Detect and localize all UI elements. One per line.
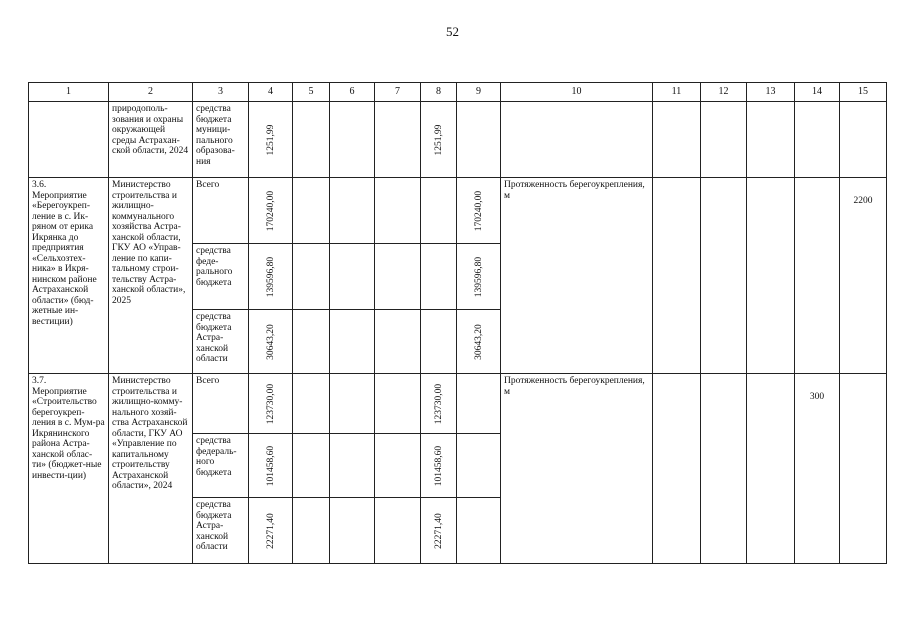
- cell: [840, 102, 887, 178]
- source-cell: Всего: [193, 374, 249, 434]
- cell: [653, 102, 701, 178]
- cell: [701, 374, 747, 564]
- cell: [293, 244, 330, 310]
- cell: [293, 374, 330, 434]
- cell: [421, 310, 457, 374]
- target-value-cell: 300: [795, 374, 840, 564]
- cell: [375, 434, 421, 498]
- amount-cell: [457, 310, 501, 374]
- amount-cell: [249, 498, 293, 564]
- amount-cell: [457, 178, 501, 244]
- source-cell: средства бюджета муници-пального образова-ния: [193, 102, 249, 178]
- table-row-3-6: [29, 178, 887, 244]
- amount-cell: [421, 102, 457, 178]
- header-row: [29, 83, 887, 102]
- cell: [653, 374, 701, 564]
- source-cell: средства федераль-ного бюджета: [193, 434, 249, 498]
- cell: [375, 102, 421, 178]
- amount-value: 170240,00: [265, 190, 276, 231]
- source-cell: средства бюджета Астра-ханской области: [193, 310, 249, 374]
- executor-cell: природополь-зования и охраны окружающей среды Астрахан-ской области, 2024: [109, 102, 193, 178]
- amount-value: 123730,00: [433, 383, 444, 424]
- amount-cell: [249, 374, 293, 434]
- cell: [375, 310, 421, 374]
- amount-value: 101458,60: [433, 445, 444, 486]
- source-cell: Всего: [193, 178, 249, 244]
- amount-cell: [421, 374, 457, 434]
- header-cell: 3: [193, 83, 249, 102]
- cell: [421, 178, 457, 244]
- cell: [330, 310, 375, 374]
- header-cell: 5: [293, 83, 330, 102]
- cell: [293, 178, 330, 244]
- amount-cell: [249, 178, 293, 244]
- cell: [795, 178, 840, 374]
- cell: [293, 434, 330, 498]
- cell: [795, 102, 840, 178]
- source-cell: средства бюджета Астра-ханской области: [193, 498, 249, 564]
- cell: [330, 434, 375, 498]
- cell: [330, 178, 375, 244]
- amount-cell: [421, 498, 457, 564]
- executor-cell: Министерство строительства и жилищно-комму-нального хозяй-ства Астраханской области, ГКУ АО «Управление по капитальному строительству Астраханской области», 2024: [109, 374, 193, 564]
- cell: [747, 178, 795, 374]
- amount-value: 22271,40: [265, 512, 276, 549]
- cell: [375, 244, 421, 310]
- cell: [840, 374, 887, 564]
- amount-cell: [249, 244, 293, 310]
- page-number: 52: [446, 24, 459, 39]
- cell: [293, 498, 330, 564]
- amount-value: 123730,00: [265, 383, 276, 424]
- cell: [701, 102, 747, 178]
- header-cell: 4: [249, 83, 293, 102]
- header-cell: 12: [701, 83, 747, 102]
- cell: [421, 244, 457, 310]
- header-cell: 15: [840, 83, 887, 102]
- amount-value: 139596,80: [473, 256, 484, 297]
- cell: [747, 374, 795, 564]
- executor-cell: Министерство строительства и жилищно-коммунального хозяйства Астра-ханской области, ГКУ АО «Управ-ление по капи-тальному строи-тельству Астра-ханской области», 2025: [109, 178, 193, 374]
- activity-cell: 3.7. Мероприятие «Строительство берегоукреп-ления в с. Мум-ра Икрянинского района Астра-ханской облас-ти» (бюджет-ные инвести-ции): [29, 374, 109, 564]
- source-cell: средства феде-рального бюджета: [193, 244, 249, 310]
- cell: [29, 102, 109, 178]
- cell: [375, 498, 421, 564]
- header-cell: 11: [653, 83, 701, 102]
- amount-cell: [421, 434, 457, 498]
- header-cell: 8: [421, 83, 457, 102]
- amount-cell: [249, 102, 293, 178]
- cell: [457, 374, 501, 434]
- cell: [457, 102, 501, 178]
- cell: [330, 102, 375, 178]
- amount-value: 139596,80: [265, 256, 276, 297]
- cell: [330, 498, 375, 564]
- cell: [457, 498, 501, 564]
- amount-value: 101458,60: [265, 445, 276, 486]
- header-cell: 14: [795, 83, 840, 102]
- cell: [293, 310, 330, 374]
- target-value-cell: 2200: [840, 178, 887, 374]
- header-cell: 6: [330, 83, 375, 102]
- activity-cell: 3.6. Мероприятие «Берегоукреп-ление в с. Ик-ряном от ерика Икрянка до предприятия «Сельхозтех-ника» в Икря-нинском районе Астраханской области» (бюд-жетные ин-вестиции): [29, 178, 109, 374]
- amount-value: 1251,99: [433, 124, 444, 155]
- amount-value: 30643,20: [473, 323, 484, 360]
- amount-value: 22271,40: [433, 512, 444, 549]
- cell: [375, 178, 421, 244]
- header-cell: 1: [29, 83, 109, 102]
- header-cell: 9: [457, 83, 501, 102]
- cell: [375, 374, 421, 434]
- data-table: [28, 82, 887, 564]
- header-cell: 13: [747, 83, 795, 102]
- amount-cell: [457, 244, 501, 310]
- amount-cell: [249, 310, 293, 374]
- cell: [330, 374, 375, 434]
- indicator-cell: Протяженность берегоукрепления, м: [501, 374, 653, 564]
- cell: [701, 178, 747, 374]
- cell: [293, 102, 330, 178]
- amount-value: 170240,00: [473, 190, 484, 231]
- header-cell: 7: [375, 83, 421, 102]
- cell: [501, 102, 653, 178]
- amount-cell: [249, 434, 293, 498]
- header-cell: 10: [501, 83, 653, 102]
- amount-value: 30643,20: [265, 323, 276, 360]
- cell: [653, 178, 701, 374]
- cell: [747, 102, 795, 178]
- header-cell: 2: [109, 83, 193, 102]
- table-row-continuation: [29, 102, 887, 178]
- cell: [330, 244, 375, 310]
- cell: [457, 434, 501, 498]
- amount-value: 1251,99: [265, 124, 276, 155]
- indicator-cell: Протяженность берегоукрепления, м: [501, 178, 653, 374]
- table-row-3-7: [29, 374, 887, 434]
